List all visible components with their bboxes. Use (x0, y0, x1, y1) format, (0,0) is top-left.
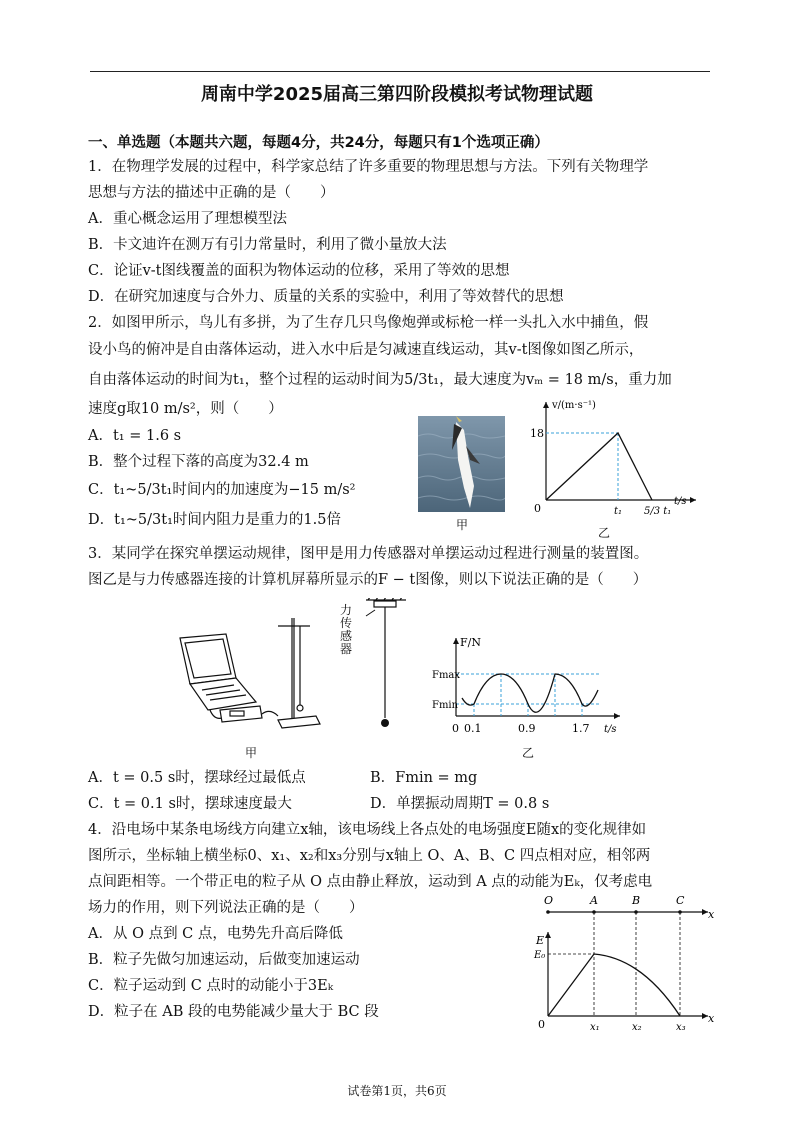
section-heading: 一、单选题（本题共六题，每题4分，共24分，每题只有1个选项正确） (88, 135, 549, 151)
q3-graph-fmax: Fmax (432, 670, 461, 681)
q3-graph-ylabel: F/N (460, 636, 481, 649)
q3-graph-tick-0: 0 (452, 722, 459, 735)
q1-stem-line1: 1．在物理学发展的过程中，科学家总结了许多重要的物理思想与方法。下列有关物理学 (88, 159, 649, 175)
q3-figure-yi-caption: 乙 (522, 746, 535, 760)
q3-graph-xlabel: t/s (604, 724, 617, 735)
q3-graph-fmin: Fmin (432, 700, 459, 711)
q3-graph-tick-09: 0.9 (518, 722, 536, 735)
q4-stem-line2: 图所示，坐标轴上横坐标0、x₁、x₂和x₃分别与x轴上 O、A、B、C 四点相对应，相邻两 (88, 848, 651, 864)
q3-option-d: D．单摆振动周期T = 0.8 s (370, 796, 550, 812)
q4-stem-line1: 4．沿电场中某条电场线方向建立x轴，该电场线上各点处的电场强度E随x的变化规律如 (88, 822, 647, 838)
q3-graph-tick-17: 1.7 (572, 722, 590, 735)
q4-point-a: A (590, 894, 598, 907)
q3-pendulum-apparatus (170, 598, 410, 743)
q4-top-x: x (708, 908, 715, 921)
force-sensor-label: 力传感器 (340, 603, 353, 656)
q1-option-c: C．论证v-t图线覆盖的面积为物体运动的位移，采用了等效的思想 (88, 263, 510, 279)
q4-option-a: A．从 O 点到 C 点，电势先升高后降低 (88, 926, 343, 942)
q4-graph-x3: x₃ (676, 1022, 686, 1033)
q2-graph-ylabel: v/(m·s⁻¹) (552, 400, 596, 411)
q1-stem-line2: 思想与方法的描述中正确的是（ ） (88, 185, 335, 201)
q2-option-d: D．t₁~5/3t₁时间内阻力是重力的1.5倍 (88, 512, 341, 528)
q4-point-o: O (544, 894, 554, 907)
q3-stem-line1: 3．某同学在探究单摆运动规律，图甲是用力传感器对单摆运动过程进行测量的装置图。 (88, 546, 649, 562)
q1-option-b: B．卡文迪许在测万有引力常量时，利用了微小量放大法 (88, 237, 447, 253)
q3-option-b: B．Fmin = mg (370, 770, 478, 786)
q3-ft-graph (428, 634, 628, 742)
q3-graph-tick-01: 0.1 (464, 722, 482, 735)
q2-stem-line1: 2．如图甲所示，鸟儿有多拼，为了生存几只鸟像炮弹或标枪一样一头扎入水中捕鱼，假 (88, 315, 649, 331)
q4-option-c: C．粒子运动到 C 点时的动能小于3Eₖ (88, 978, 334, 994)
q1-option-d: D．在研究加速度与合外力、质量的关系的实验中，利用了等效替代的思想 (88, 289, 564, 305)
q2-vt-graph (528, 396, 708, 524)
q2-graph-y18: 18 (530, 427, 544, 440)
q2-graph-xlabel: t/s (674, 496, 687, 507)
q4-graph-x2: x₂ (632, 1022, 642, 1033)
q2-graph-origin: 0 (534, 502, 541, 515)
q4-graph-e0: E₀ (534, 950, 546, 961)
q4-graph-x: x (708, 1012, 715, 1025)
q2-stem-line4: 速度g取10 m/s²，则（ ） (88, 401, 283, 417)
q2-option-b: B．整个过程下落的高度为32.4 m (88, 454, 309, 470)
q2-graph-t1: t₁ (614, 506, 623, 517)
page-footer: 试卷第1页，共6页 (347, 1084, 447, 1098)
q2-figure-yi-caption: 乙 (598, 526, 611, 540)
top-rule (90, 71, 710, 72)
diving-bird-photo (418, 416, 505, 512)
q2-figure-jia-caption: 甲 (456, 518, 469, 532)
q3-option-a: A．t = 0.5 s时，摆球经过最低点 (88, 770, 306, 786)
q4-point-b: B (632, 894, 641, 907)
q4-option-b: B．粒子先做匀加速运动，后做变加速运动 (88, 952, 360, 968)
q4-point-c: C (676, 894, 685, 907)
q4-ex-graph (532, 892, 718, 1034)
q4-graph-origin: 0 (538, 1018, 545, 1031)
q4-option-d: D．粒子在 AB 段的电势能减少量大于 BC 段 (88, 1004, 379, 1020)
q4-stem-line4: 场力的作用，则下列说法正确的是（ ） (88, 900, 364, 916)
q2-stem-line3: 自由落体运动的时间为t₁，整个过程的运动时间为5/3t₁，最大速度为vₘ = 18 m/s，重力加 (88, 372, 672, 388)
q2-graph-t53: 5/3 t₁ (644, 506, 672, 517)
exam-title: 周南中学2025届高三第四阶段模拟考试物理试题 (200, 84, 594, 105)
q4-stem-line3: 点间距相等。一个带正电的粒子从 O 点由静止释放，运动到 A 点的动能为Eₖ，仅考虑电 (88, 874, 653, 890)
q1-option-a: A．重心概念运用了理想模型法 (88, 211, 287, 227)
q3-stem-line2: 图乙是与力传感器连接的计算机屏幕所显示的F − t图像，则以下说法正确的是（ ） (88, 572, 648, 588)
q2-option-c: C．t₁~5/3t₁时间内的加速度为−15 m/s² (88, 482, 356, 498)
q2-option-a: A．t₁ = 1.6 s (88, 428, 182, 444)
q4-graph-e: E (536, 934, 545, 947)
q3-figure-jia-caption: 甲 (245, 746, 258, 760)
q3-option-c: C．t = 0.1 s时，摆球速度最大 (88, 796, 292, 812)
q2-stem-line2: 设小鸟的俯冲是自由落体运动，进入水中后是匀减速直线运动，其v-t图像如图乙所示， (88, 342, 644, 358)
q4-graph-x1: x₁ (590, 1022, 600, 1033)
